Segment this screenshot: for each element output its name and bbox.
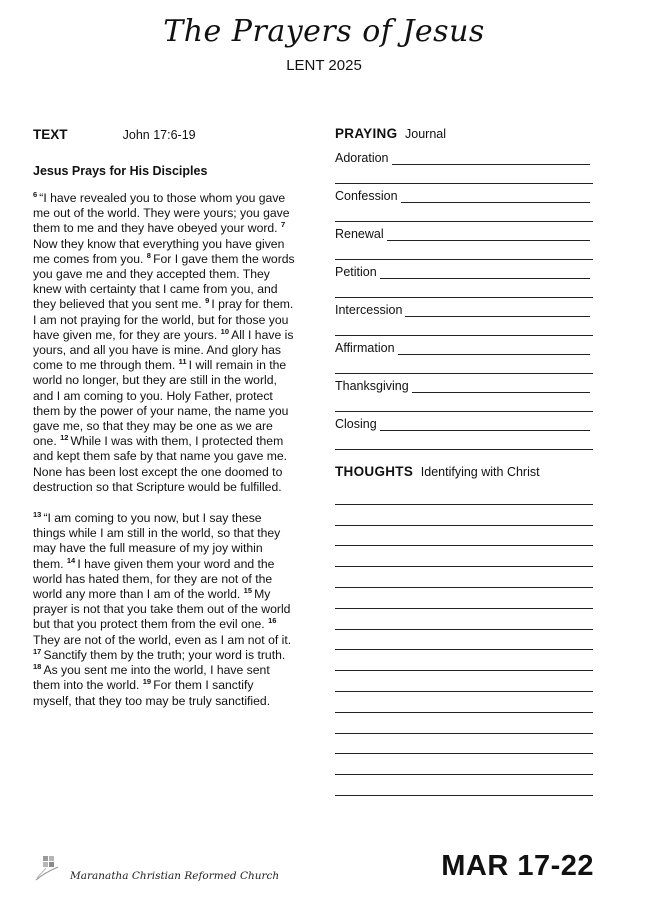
text-header xyxy=(33,127,295,145)
verse-text: As you sent me into the world, I have sent them into the world. xyxy=(33,663,270,693)
writing-line xyxy=(335,692,593,713)
writing-line xyxy=(335,526,593,547)
date-range: MAR 17-22 xyxy=(441,850,594,882)
writing-line xyxy=(335,630,593,651)
prayer-prompt-row xyxy=(335,184,593,203)
prayer-prompt-label: Renewal xyxy=(335,227,384,241)
writing-line xyxy=(335,203,593,222)
writing-line xyxy=(392,152,590,165)
page-title: The Prayers of Jesus xyxy=(163,14,485,49)
verse-text: They are not of the world, even as I am not of it. xyxy=(33,632,292,647)
scripture-column xyxy=(33,127,295,709)
scripture-paragraph xyxy=(33,191,295,495)
verse-number: 13 xyxy=(33,510,44,519)
verse-number: 8 xyxy=(146,250,154,260)
thoughts-sublabel: Identifying with Christ xyxy=(420,465,540,479)
text-label: TEXT xyxy=(33,127,68,142)
writing-line xyxy=(335,754,593,775)
prayer-prompt-row xyxy=(335,298,593,317)
verse-text: “I am coming to you now, but I say these things while I am still in the world, so that they may have the full measure of my joy within them. xyxy=(33,511,281,571)
church-name: Maranatha Christian Reformed Church xyxy=(70,870,280,882)
prayer-prompt-row xyxy=(335,146,593,165)
prayer-prompt-row xyxy=(335,222,593,241)
praying-list xyxy=(335,146,593,450)
writing-line xyxy=(401,190,590,203)
writing-line xyxy=(335,671,593,692)
writing-line xyxy=(380,266,590,279)
writing-line xyxy=(335,317,593,336)
writing-line xyxy=(335,775,593,796)
verse-number: 6 xyxy=(33,189,40,199)
prayer-prompt-row xyxy=(335,412,593,431)
verse-text: “I have revealed you to those whom you gave me out of the world. They were yours; you gave them to me and they have obeyed your word. xyxy=(33,191,290,236)
verse-text: Now they know that everything you have given me comes from you. xyxy=(33,236,285,266)
scripture-reference: John 17:6-19 xyxy=(122,128,196,142)
writing-line xyxy=(335,484,593,505)
verse-text: For I gave them the words you gave me and they accepted them. They knew with certainty that I came from you, and they believed that you sent me. xyxy=(33,251,295,312)
verse-number: 14 xyxy=(66,555,78,565)
writing-line xyxy=(335,165,593,184)
passage-body xyxy=(33,191,295,709)
verse-text: I have given them your word and the world has hated them, for they are not of the world any more than I am of the world. xyxy=(33,556,275,602)
writing-line xyxy=(335,713,593,734)
journal-column xyxy=(335,126,593,796)
verse-text: For them I sanctify myself, that they too may be truly sanctified. xyxy=(33,678,271,708)
prayer-prompt-label: Affirmation xyxy=(335,341,395,355)
thoughts-label: THOUGHTS xyxy=(335,464,414,479)
writing-line xyxy=(335,588,593,609)
writing-line xyxy=(335,546,593,567)
writing-line xyxy=(405,304,590,317)
verse-text: I will remain in the world no longer, but they are still in the world, and I am coming to you. Holy Father, protect them by the power of your name, the name you gave me, so that they may be one as we are one. xyxy=(33,358,289,449)
verse-number: 7 xyxy=(280,220,286,230)
verse-text: My prayer is not that you take them out of the world but that you protect them from the evil one. xyxy=(33,587,291,632)
verse-number: 18 xyxy=(33,662,44,672)
writing-line xyxy=(335,241,593,260)
verse-number: 19 xyxy=(142,677,154,687)
prayer-prompt-row xyxy=(335,336,593,355)
verse-number: 10 xyxy=(220,326,232,336)
prayer-prompt-label: Closing xyxy=(335,417,377,431)
church-logo-icon xyxy=(34,855,62,881)
writing-line xyxy=(335,505,593,526)
praying-sublabel: Journal xyxy=(405,127,446,141)
writing-line xyxy=(380,418,590,431)
writing-line xyxy=(335,650,593,671)
verse-number: 11 xyxy=(178,357,189,367)
writing-line xyxy=(335,279,593,298)
scripture-paragraph xyxy=(33,511,295,709)
verse-number: 9 xyxy=(205,296,212,306)
verse-number: 15 xyxy=(243,586,255,596)
passage-heading: Jesus Prays for His Disciples xyxy=(33,164,208,178)
praying-label: PRAYING xyxy=(335,126,398,141)
verse-text: While I was with them, I protected them and kept them safe by that name you gave me. None has been lost except the one doomed to destruction so that Scripture would be fulfilled. xyxy=(33,434,288,494)
prayer-prompt-label: Adoration xyxy=(335,151,389,165)
prayer-prompt-row xyxy=(335,260,593,279)
writing-line xyxy=(398,342,590,355)
verse-number: 16 xyxy=(268,616,277,626)
verse-text: I pray for them. I am not praying for the world, but for those you have given me, for they are yours. xyxy=(33,297,294,342)
page-subtitle: LENT 2025 xyxy=(286,57,362,74)
verse-number: 17 xyxy=(33,646,44,656)
verse-text: All I have is yours, and all you have is mine. And glory has come to me through them. xyxy=(33,327,294,373)
writing-line xyxy=(335,567,593,588)
prayer-prompt-row xyxy=(335,374,593,393)
verse-text: Sanctify them by the truth; your word is truth. xyxy=(43,647,286,662)
writing-line xyxy=(335,393,593,412)
thoughts-header xyxy=(335,464,593,484)
prayer-prompt-label: Intercession xyxy=(335,303,403,317)
writing-line xyxy=(335,355,593,374)
writing-line xyxy=(387,228,590,241)
thoughts-lines xyxy=(335,484,593,796)
verse-number: 12 xyxy=(60,433,71,443)
praying-header xyxy=(335,126,593,146)
prayer-prompt-label: Petition xyxy=(335,265,377,279)
writing-line xyxy=(335,734,593,755)
writing-line xyxy=(335,431,593,450)
writing-line xyxy=(412,380,590,393)
prayer-prompt-label: Confession xyxy=(335,189,398,203)
prayer-prompt-label: Thanksgiving xyxy=(335,379,409,393)
writing-line xyxy=(335,609,593,630)
